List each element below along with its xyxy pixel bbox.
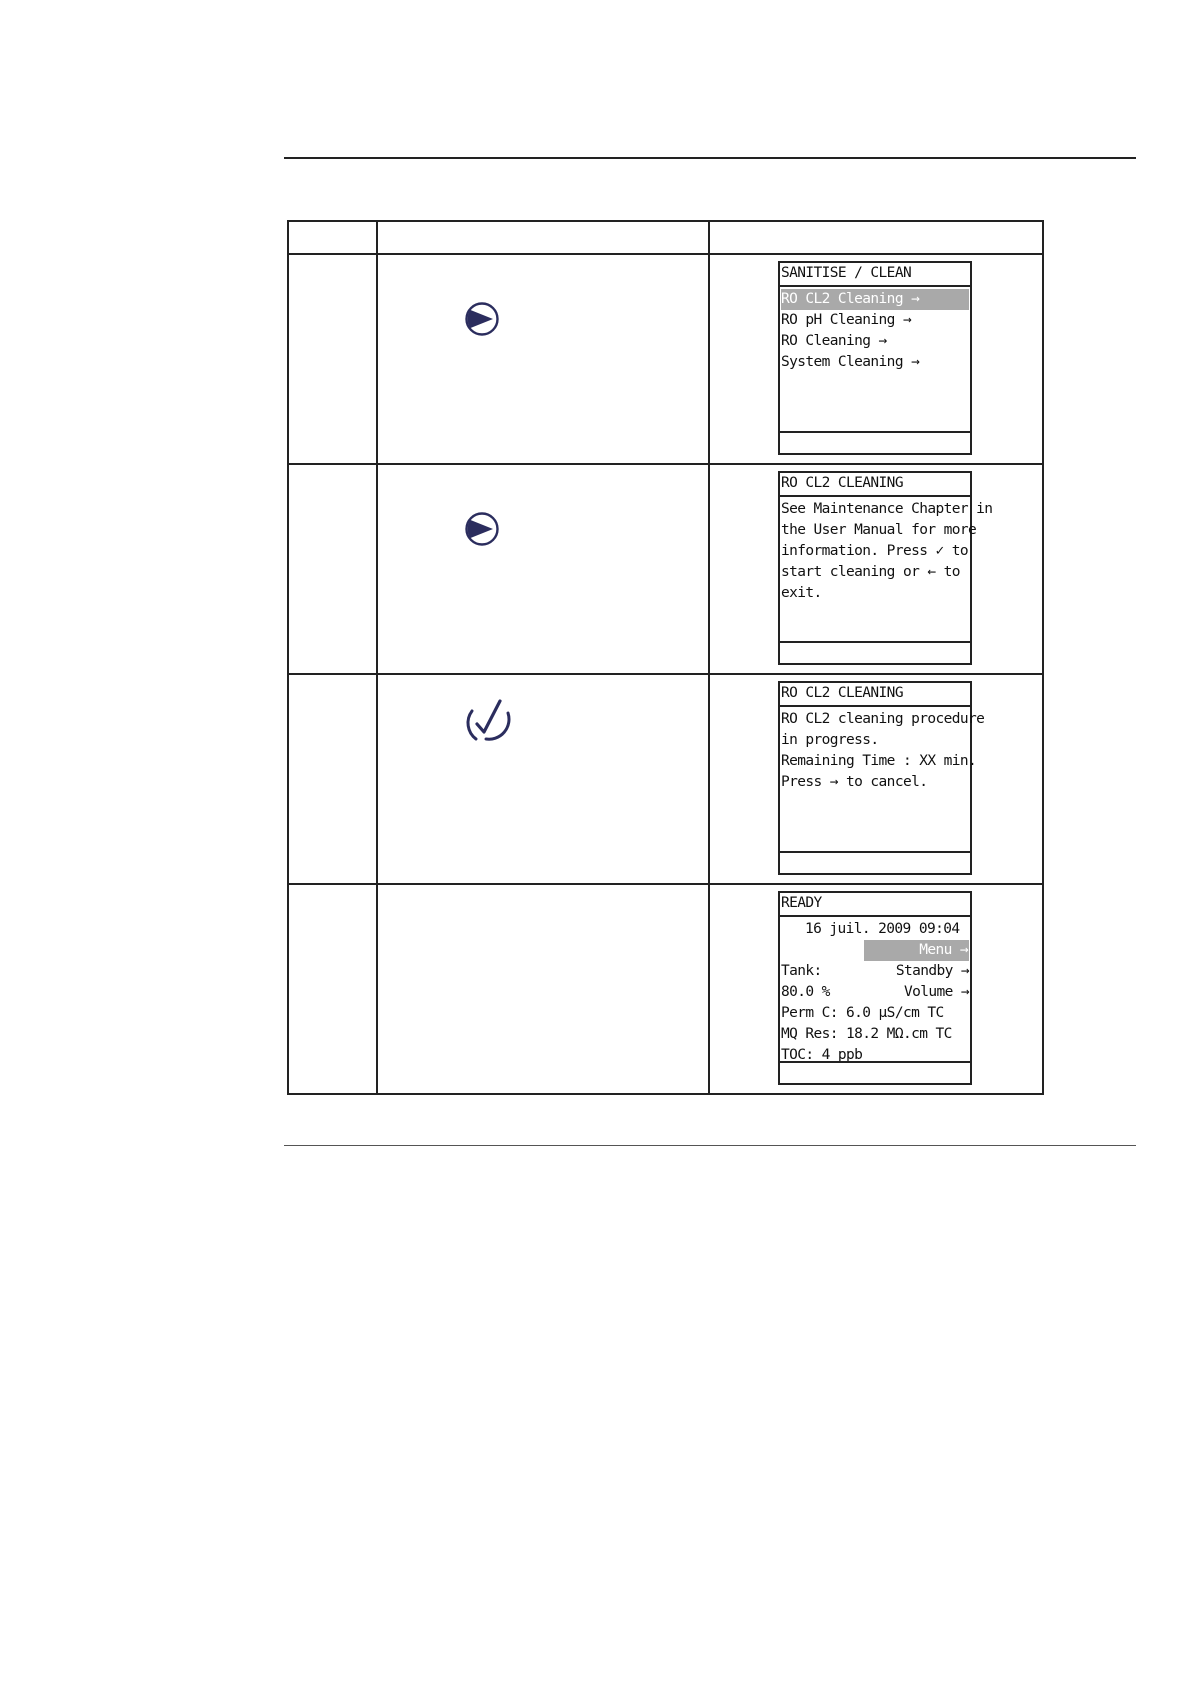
display-cell	[709, 674, 1043, 884]
lcd-text-line: Remaining Time : XX min.	[781, 753, 977, 769]
lcd-date-time: 16 juil. 2009 09:04	[805, 921, 960, 937]
table-row	[288, 464, 1043, 674]
lcd-title: READY	[780, 893, 970, 917]
bottom-rule	[284, 1145, 1136, 1146]
table-row	[288, 884, 1043, 1094]
action-cell	[377, 884, 709, 1094]
volume-button[interactable]: Volume →	[903, 984, 969, 1000]
perm-conductivity: Perm C: 6.0 µS/cm TC	[781, 1005, 944, 1021]
header-action	[377, 221, 709, 254]
right-arrow-button-icon	[464, 301, 500, 337]
lcd-footer	[780, 851, 970, 873]
menu-item-ro-ph-cleaning[interactable]: RO pH Cleaning →	[781, 312, 912, 328]
check-button-icon	[460, 691, 516, 747]
procedure-table	[287, 220, 1044, 1095]
lcd-footer	[780, 641, 970, 663]
action-cell	[377, 254, 709, 464]
table-row	[288, 674, 1043, 884]
toc-value: TOC: 4 ppb	[781, 1047, 863, 1063]
lcd-title: SANITISE / CLEAN	[780, 263, 970, 287]
action-cell	[377, 464, 709, 674]
menu-item-system-cleaning[interactable]: System Cleaning →	[781, 354, 920, 370]
lcd-footer	[780, 1061, 970, 1083]
lcd-screen	[778, 681, 985, 875]
step-cell	[288, 464, 377, 674]
tank-label: Tank:	[781, 963, 822, 979]
lcd-tank-row	[781, 961, 969, 982]
step-cell	[288, 884, 377, 1094]
header-display	[709, 221, 1043, 254]
mq-resistivity: MQ Res: 18.2 MΩ.cm TC	[781, 1026, 952, 1042]
lcd-text-line: Press → to cancel.	[781, 774, 928, 790]
step-cell	[288, 254, 377, 464]
action-cell	[377, 674, 709, 884]
tank-level-value: 80.0 %	[781, 984, 830, 1000]
lcd-screen	[778, 891, 972, 1085]
lcd-title: RO CL2 CLEANING	[780, 683, 970, 707]
standby-button[interactable]: Standby →	[895, 963, 969, 979]
menu-button[interactable]: Menu →	[864, 940, 969, 961]
lcd-screen	[778, 471, 993, 665]
lcd-text-line: start cleaning or ← to	[781, 564, 960, 580]
menu-item-ro-cl2-cleaning[interactable]: RO CL2 Cleaning →	[781, 289, 969, 310]
lcd-tank-level-row	[781, 982, 969, 1003]
display-cell	[709, 464, 1043, 674]
top-rule	[284, 157, 1136, 159]
lcd-text-line: exit.	[781, 585, 822, 601]
table-row	[288, 254, 1043, 464]
lcd-text-line: See Maintenance Chapter in	[781, 501, 993, 517]
lcd-text-line: information. Press ✓ to	[781, 543, 968, 559]
lcd-text-line: RO CL2 cleaning procedure	[781, 711, 985, 727]
table-header-row	[288, 221, 1043, 254]
lcd-text-line: in progress.	[781, 732, 879, 748]
lcd-title: RO CL2 CLEANING	[780, 473, 970, 497]
right-arrow-button-icon	[464, 511, 500, 547]
lcd-text-line: the User Manual for more	[781, 522, 977, 538]
lcd-screen	[778, 261, 972, 455]
display-cell	[709, 254, 1043, 464]
menu-item-ro-cleaning[interactable]: RO Cleaning →	[781, 333, 887, 349]
display-cell	[709, 884, 1043, 1094]
step-cell	[288, 674, 377, 884]
header-step	[288, 221, 377, 254]
lcd-footer	[780, 431, 970, 453]
